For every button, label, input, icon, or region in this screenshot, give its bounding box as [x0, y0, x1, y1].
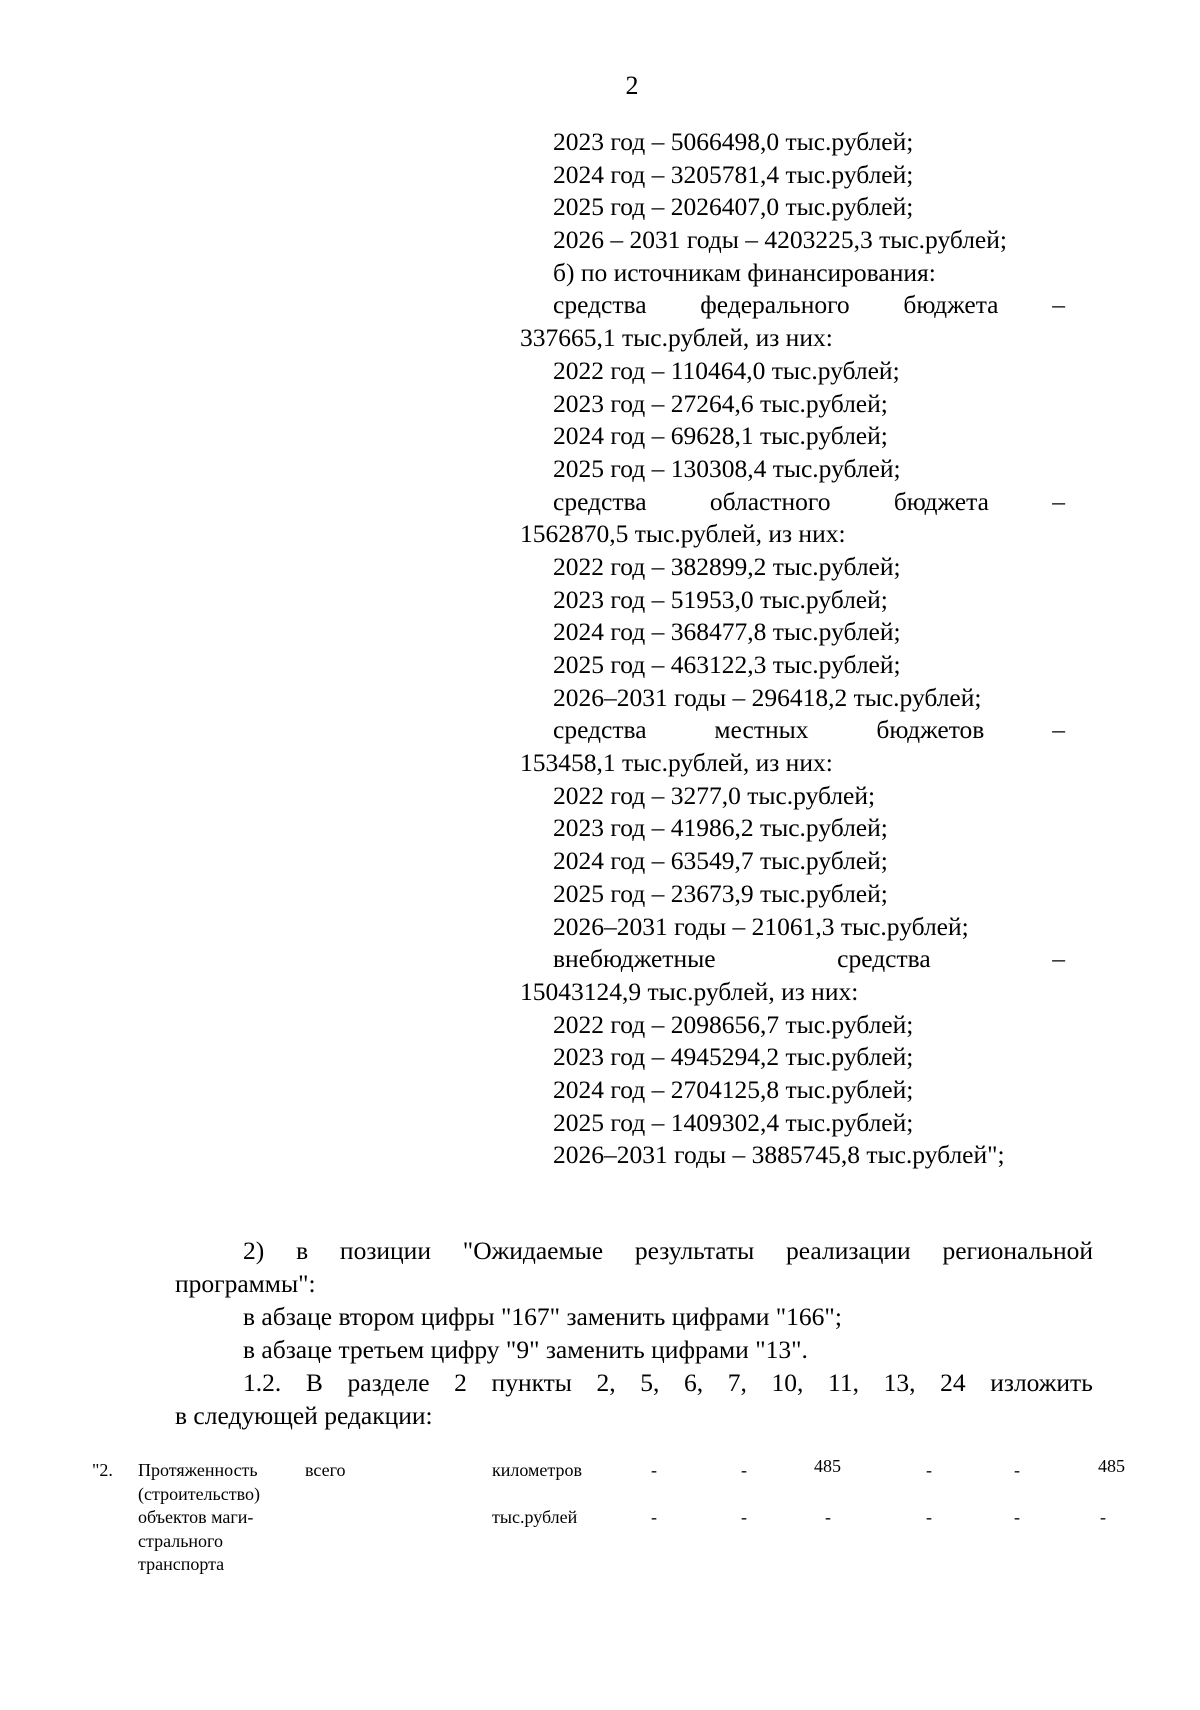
indicator-name-line: транспорта — [138, 1554, 225, 1574]
word: средства — [553, 715, 647, 745]
word: 7, — [727, 1368, 747, 1397]
word: 5, — [640, 1368, 660, 1397]
word: внебюджетные — [553, 944, 716, 974]
federal-heading — [520, 289, 1065, 322]
paragraph-1-2-tail: в следующей редакции: — [175, 1401, 433, 1430]
word: 2, — [596, 1368, 616, 1397]
paragraph-2-item: в абзаце третьем цифру "9" заменить цифрами "13". — [243, 1335, 808, 1364]
word: 2 — [454, 1368, 467, 1397]
word: 1.2. — [243, 1368, 282, 1397]
word: средства — [837, 944, 931, 974]
federal-total: 337665,1 тыс.рублей, из них: — [520, 323, 833, 353]
dash: – — [1052, 290, 1065, 320]
extrabudget-year: 2023 год – 4945294,2 тыс.рублей; — [553, 1042, 914, 1072]
word: разделе — [347, 1368, 430, 1397]
unit-cell: тыс.рублей — [492, 1507, 578, 1527]
financing-block — [520, 126, 1065, 1172]
word: 24 — [940, 1368, 966, 1397]
extrabudget-year: 2024 год – 2704125,8 тыс.рублей; — [553, 1074, 914, 1104]
value-cell: - — [825, 1507, 831, 1527]
extrabudget-heading — [520, 943, 1065, 976]
indicator-name-line: стрального — [138, 1530, 223, 1551]
paragraph-1-2-line — [175, 1366, 1093, 1399]
regional-year: 2024 год – 368477,8 тыс.рублей; — [553, 617, 901, 647]
word: местных — [714, 715, 809, 745]
paragraph-2-item: в абзаце втором цифры "167" заменить цифрами "166"; — [243, 1302, 842, 1331]
word: В — [305, 1368, 323, 1397]
text-line: 2023 год – 5066498,0 тыс.рублей; — [553, 127, 914, 156]
extrabudget-year: 2022 год – 2098656,7 тыс.рублей; — [553, 1009, 914, 1039]
word: средства — [553, 486, 647, 516]
value-cell: - — [1014, 1460, 1020, 1480]
page-number: 2 — [625, 71, 639, 100]
regional-heading — [520, 486, 1065, 519]
word: в — [296, 1236, 309, 1265]
paragraph-2-tail: программы": — [175, 1269, 316, 1298]
local-year: 2023 год – 41986,2 тыс.рублей; — [553, 813, 888, 843]
word: 6, — [684, 1368, 704, 1397]
word: средства — [553, 290, 647, 320]
federal-year: 2025 год – 130308,4 тыс.рублей; — [553, 453, 901, 483]
value-cell: - — [926, 1507, 932, 1527]
row-number: "2. — [92, 1460, 113, 1480]
word: региональной — [942, 1236, 1093, 1265]
text-line: б) по источникам финансирования: — [553, 257, 936, 287]
value-cell: - — [651, 1460, 657, 1480]
local-year: 2024 год – 63549,7 тыс.рублей; — [553, 846, 888, 876]
word: федерального — [700, 290, 850, 320]
value-cell: - — [1100, 1507, 1106, 1527]
word: пункты — [491, 1368, 572, 1397]
word: бюджета — [893, 486, 989, 516]
word: 13, — [883, 1368, 916, 1397]
indicator-name-line: (строительство) — [138, 1483, 260, 1504]
value-cell: - — [1014, 1507, 1020, 1527]
regional-year: 2023 год – 51953,0 тыс.рублей; — [553, 584, 888, 614]
sub-indicator: всего — [305, 1460, 346, 1480]
paragraph-2-line — [175, 1234, 1093, 1267]
regional-year: 2026–2031 годы – 296418,2 тыс.рублей; — [553, 682, 982, 712]
regional-year: 2022 год – 382899,2 тыс.рублей; — [553, 551, 901, 581]
word: результаты — [634, 1236, 755, 1265]
extrabudget-total: 15043124,9 тыс.рублей, из них: — [520, 976, 859, 1006]
dash: – — [1052, 486, 1065, 516]
dash: – — [1052, 715, 1065, 745]
local-total: 153458,1 тыс.рублей, из них: — [520, 748, 833, 778]
federal-year: 2022 год – 110464,0 тыс.рублей; — [553, 355, 900, 385]
text-line: 2026 – 2031 годы – 4203225,3 тыс.рублей; — [553, 225, 1007, 255]
word: бюджета — [903, 290, 999, 320]
word: реализации — [786, 1236, 911, 1265]
value-cell: 485 — [1098, 1456, 1125, 1476]
word: позиции — [339, 1236, 431, 1265]
regional-year: 2025 год – 463122,3 тыс.рублей; — [553, 650, 901, 679]
value-cell: 485 — [814, 1456, 841, 1476]
local-year: 2022 год – 3277,0 тыс.рублей; — [553, 780, 876, 810]
unit-cell: километров — [492, 1460, 582, 1480]
word: 11, — [828, 1368, 859, 1397]
extrabudget-year: 2025 год – 1409302,4 тыс.рублей; — [553, 1107, 914, 1137]
federal-year: 2024 год – 69628,1 тыс.рублей; — [553, 421, 888, 451]
local-year: 2025 год – 23673,9 тыс.рублей; — [553, 878, 888, 908]
text-line: 2024 год – 3205781,4 тыс.рублей; — [553, 159, 914, 189]
word: областного — [709, 486, 831, 516]
indicator-name-line: Протяженность — [138, 1460, 258, 1480]
word: "Ожидаемые — [462, 1236, 604, 1265]
value-cell: - — [651, 1507, 657, 1527]
word: изложить — [990, 1368, 1093, 1397]
extrabudget-year: 2026–2031 годы – 3885745,8 тыс.рублей"; — [553, 1140, 1005, 1170]
value-cell: - — [741, 1460, 747, 1480]
amendment-paragraphs — [175, 1234, 1093, 1432]
text-line: 2025 год – 2026407,0 тыс.рублей; — [553, 192, 914, 222]
word: бюджетов — [876, 715, 985, 745]
value-cell: - — [741, 1507, 747, 1527]
dash: – — [1052, 944, 1065, 974]
local-year: 2026–2031 годы – 21061,3 тыс.рублей; — [553, 911, 969, 941]
regional-total: 1562870,5 тыс.рублей, из них: — [520, 519, 846, 549]
word: 10, — [771, 1368, 804, 1397]
local-heading — [520, 714, 1065, 747]
value-cell: - — [926, 1460, 932, 1480]
word: 2) — [243, 1236, 265, 1265]
indicator-name-line: объектов маги- — [138, 1507, 254, 1527]
federal-year: 2023 год – 27264,6 тыс.рублей; — [553, 388, 888, 418]
